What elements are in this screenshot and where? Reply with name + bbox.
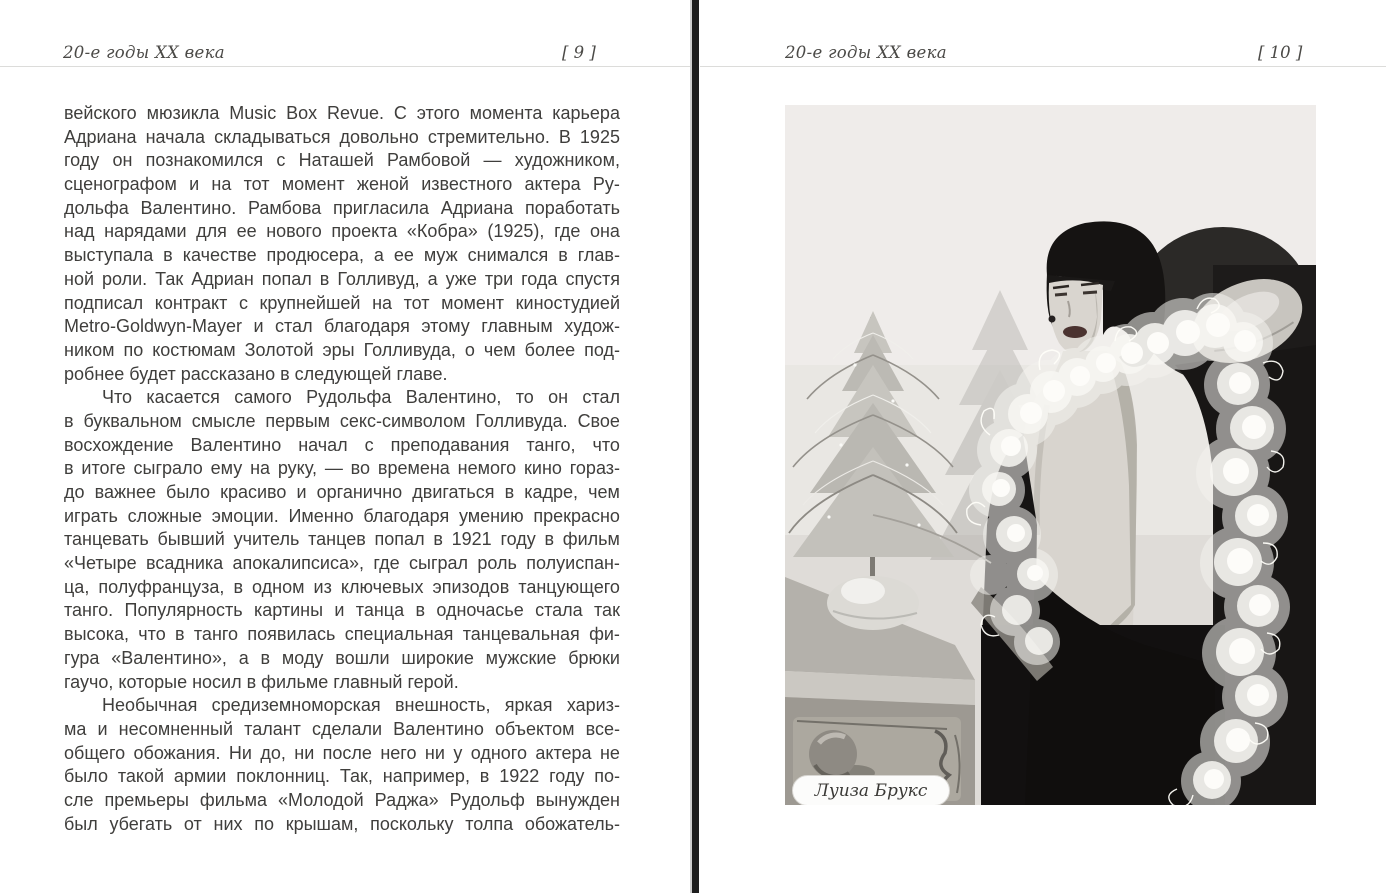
text-line: Что касается самого Рудольфа Валентино, то он стал [102, 387, 620, 408]
header-rule [0, 66, 690, 67]
text-line: вейского мюзикла Music Box Revue. С этого момента карьера [64, 103, 620, 123]
running-header: 20-е годы XX века [785, 43, 947, 62]
text-line: Необычная средиземноморская внешность, яркая хариз- [102, 695, 620, 716]
text-line: восхождение Валентино начал с преподавания танго, что [64, 434, 620, 455]
text-line: подписал контракт с крупнейшей на тот момент киностудией [64, 292, 620, 313]
text-line: Адриана начала складываться довольно стремительно. В 1925 [64, 126, 620, 147]
body-text [64, 102, 620, 836]
running-header: 20-е годы XX века [63, 43, 225, 62]
text-line: дольфа Валентино. Рамбова пригласила Адриана поработать [64, 197, 620, 218]
page-left [0, 0, 690, 893]
page-right [700, 0, 1386, 893]
text-line: над нарядами для ее нового проекта «Кобра» (1925), где она [64, 221, 620, 242]
text-line: был убегать от них по крышам, поскольку толпа обожатель- [64, 813, 620, 834]
page-number: [ 9 ] [562, 43, 596, 62]
text-line: играть сложные эмоции. Именно благодаря умению прекрасно [64, 505, 620, 526]
text-line: ма и несомненный талант сделали Валентино объектом все- [64, 718, 620, 739]
text-line: Metro-Goldwyn-Mayer и стал благодаря этому главным худож- [64, 316, 620, 337]
text-line: «Четыре всадника апокалипсиса», где сыграл роль полуиспан- [64, 553, 620, 574]
louise-brooks-photo [785, 105, 1316, 805]
photo-illustration [785, 105, 1316, 805]
header-rule [700, 66, 1386, 67]
text-line: до важнее было красиво и органично двигаться в кадре, чем [64, 482, 620, 502]
text-line: году он познакомился с Наташей Рамбовой — художником, [64, 150, 620, 171]
text-line: сценографом и на тот момент женой известного актера Ру- [64, 174, 620, 195]
text-line: в итоге сыграло ему на руку, — во времена немого кино гораз- [64, 458, 620, 479]
text-line: ца, полуфранцуза, в одном из ключевых эпизодов танцующего [64, 576, 620, 597]
text-line: робнее будет рассказано в следующей главе. [64, 363, 448, 384]
spine-divider [692, 0, 699, 893]
photo-caption-text: Луиза Брукс [814, 780, 928, 801]
text-line: сле премьеры фильма «Молодой Раджа» Рудольф вынужден [64, 789, 620, 810]
text-line: в буквальном смысле первым секс-символом Голливуда. Свое [64, 410, 620, 431]
text-line: гаучо, которые носил в фильме главный герой. [64, 671, 459, 692]
text-line: ником по костюмам Золотой эры Голливуда, о чем более под- [64, 339, 620, 360]
photo-caption [792, 775, 950, 805]
text-line: танго. Популярность картины и танца в одночасье стала так [64, 600, 620, 621]
text-line: ной роли. Так Адриан попал в Голливуд, а уже три года спустя [64, 268, 620, 289]
text-line: общего обожания. Ни до, ни после него ни у одного актера не [64, 742, 620, 763]
text-line: танцевать бывший учитель танцев попал в 1921 году в фильм [64, 529, 620, 550]
text-line: гура «Валентино», а в моду вошли широкие мужские брюки [64, 647, 620, 668]
page-number: [ 10 ] [1258, 43, 1303, 62]
text-line: высока, что в танго появилась специальная танцевальная фи- [64, 624, 620, 645]
text-line: было такой армии поклонниц. Так, например, в 1922 году по- [64, 766, 620, 787]
text-line: выступала в качестве продюсера, а ее муж снимался в глав- [64, 245, 620, 266]
